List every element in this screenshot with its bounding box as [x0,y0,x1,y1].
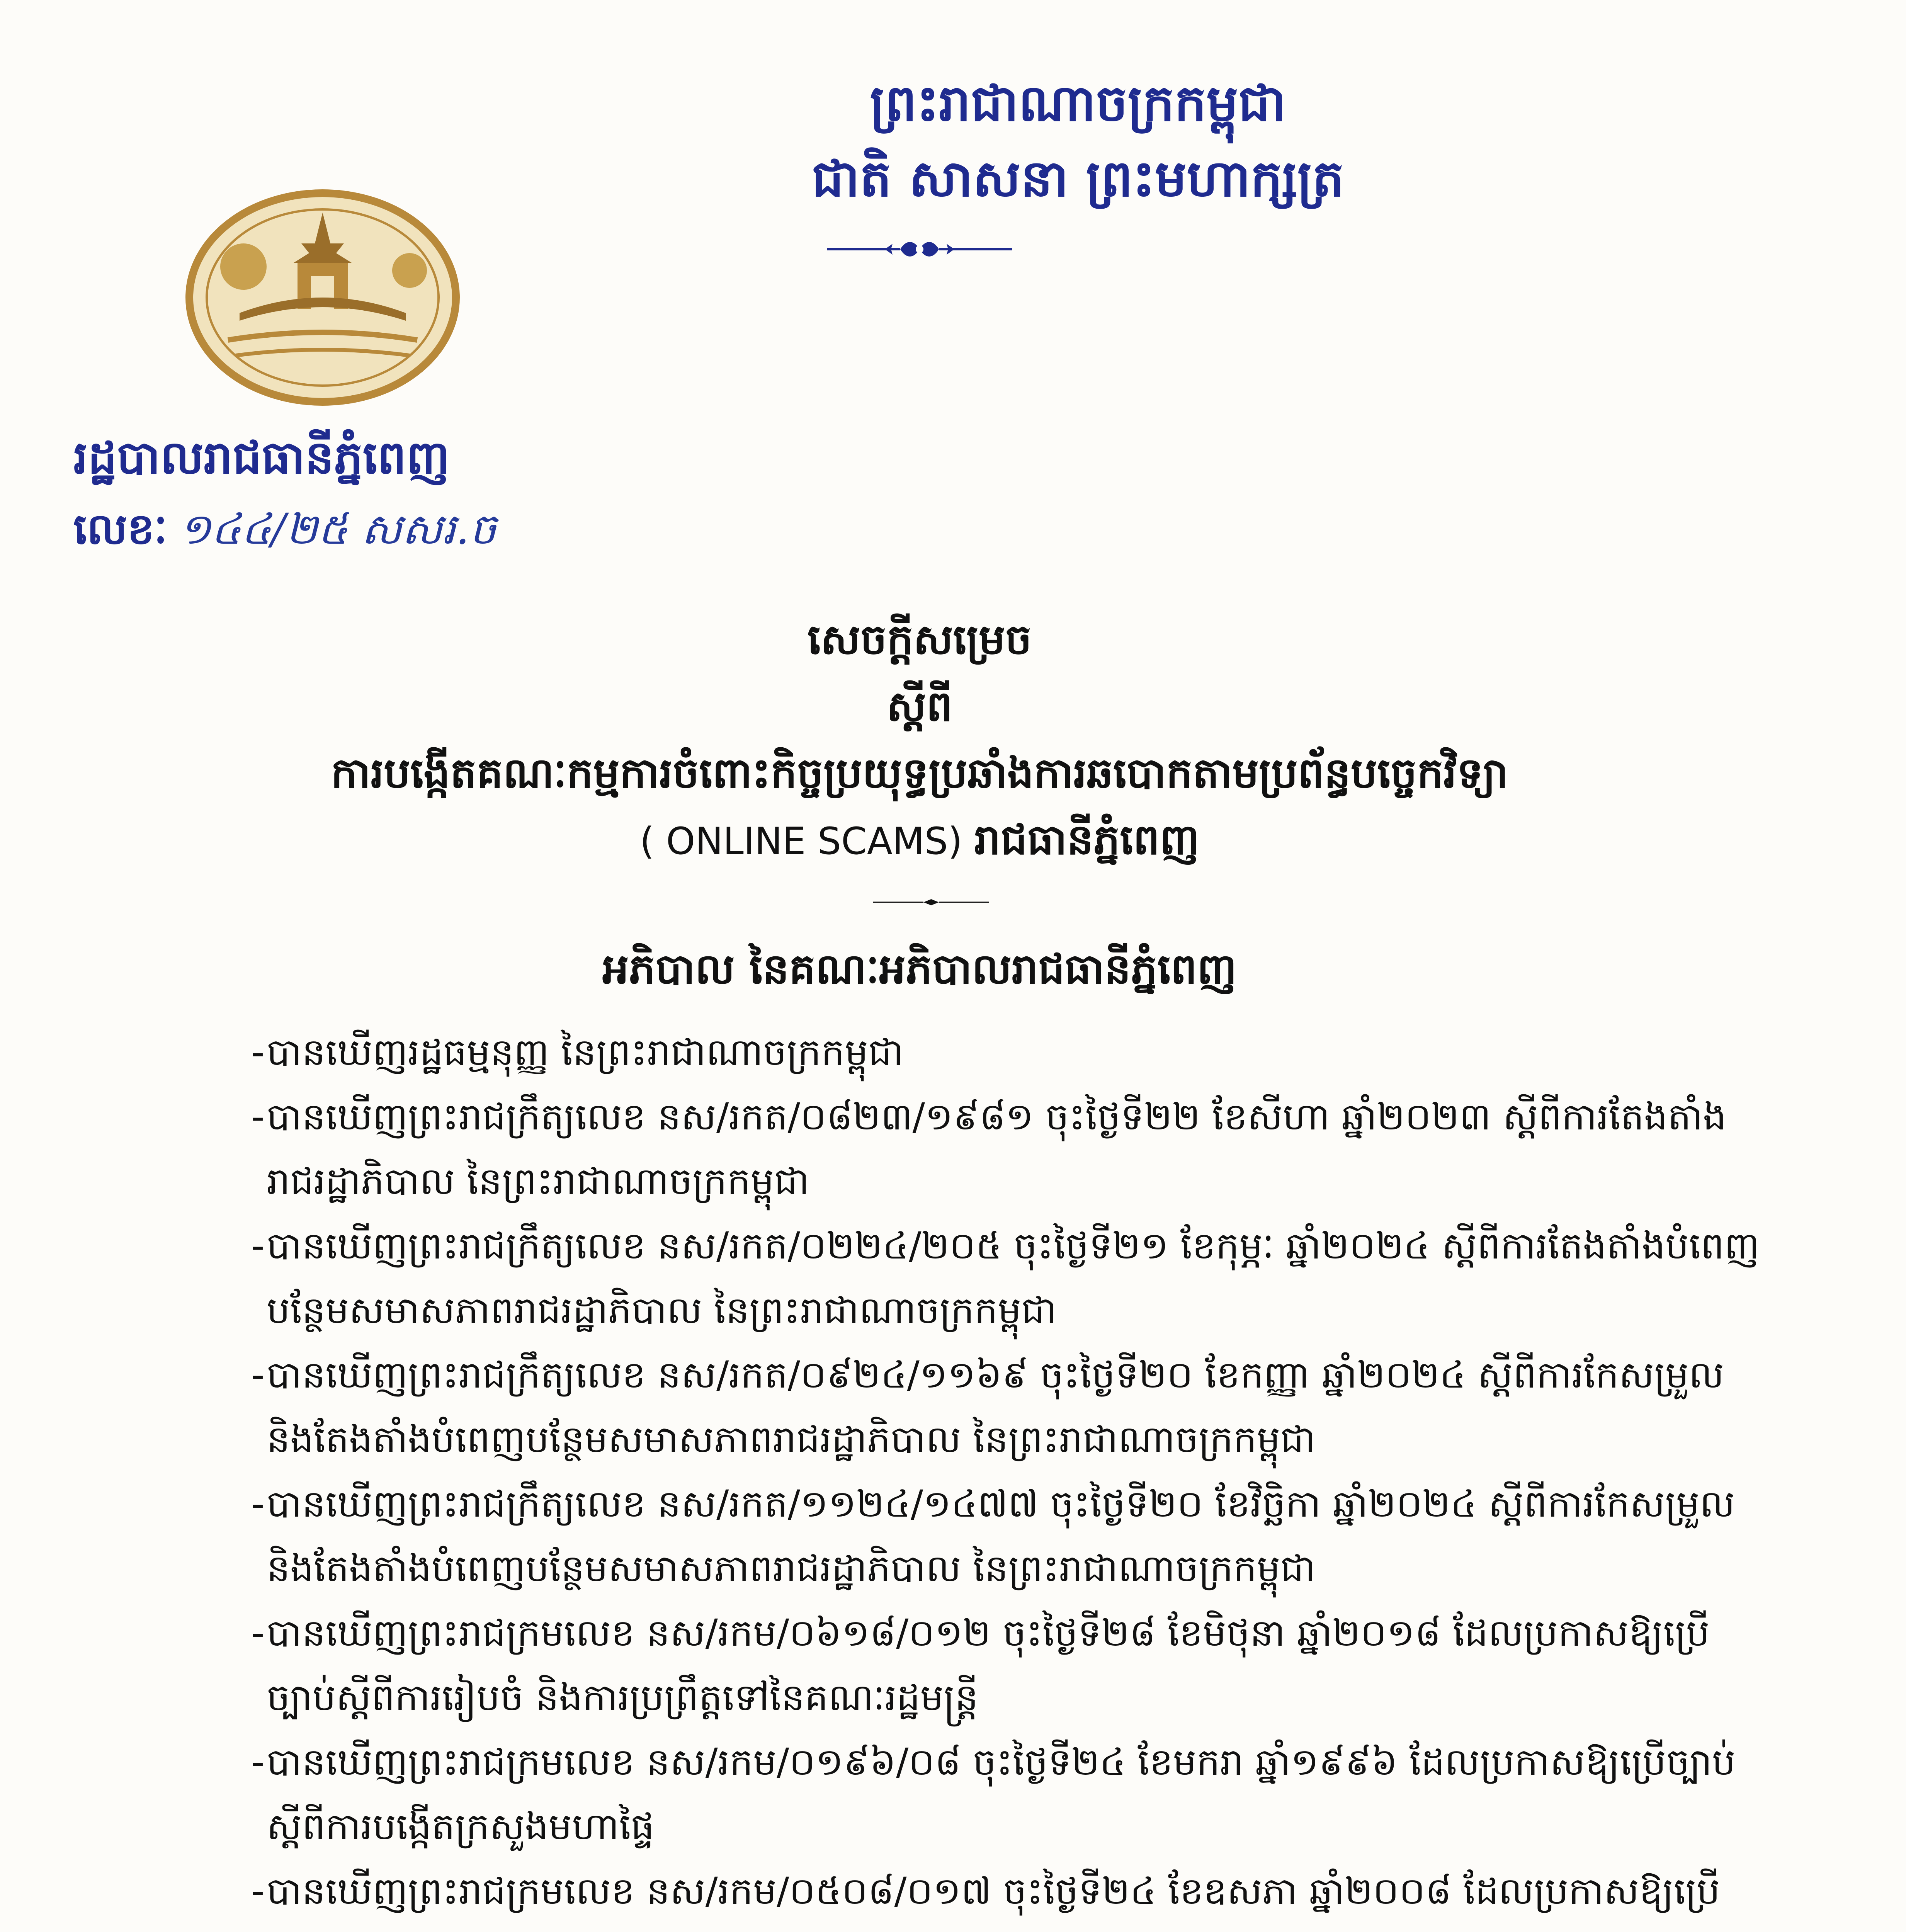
title-decision: សេចក្តីសម្រេច [807,616,1032,664]
title-on: ស្តីពី [886,682,953,731]
decision-title [166,607,1673,874]
governor-heading: អភិបាល នៃគណៈអភិបាលរាជធានីភ្នំពេញ [602,945,1237,993]
reference-item: - បានឃើញព្រះរាជក្រឹត្យលេខ នស/រកត/០៩២៤/១១៦៩ ចុះថ្ងៃទី២០ ខែកញ្ញា ឆ្នាំ២០២៤ ស្តីពីការកែសម្រួល និងតែងតាំងបំពេញបន្ថែមសមាសភាពរាជរដ្ឋាភិបាល នៃព្រះរាជាណាចក្រកម្ពុជា [251,1353,1724,1461]
title-capital: រាជធានីភ្នំពេញ [974,816,1200,864]
title-subject: ការបង្កើតគណៈកម្មការចំពោះកិច្ចប្រយុទ្ធប្រឆាំងការឆបោកតាមប្រព័ន្ធបច្ចេកវិទ្យា [331,749,1508,798]
document-number-value: ១៤៤/២៥ សសរ.ច [179,504,496,554]
reference-item: - បានឃើញព្រះរាជក្រមលេខ នស/រកម/០៦១៨/០១២ ចុះថ្ងៃទី២៨ ខែមិថុនា ឆ្នាំ២០១៨ ដែលប្រកាសឱ្យប្រើច្បាប់ស្តីពីការរៀបចំ និងការប្រព្រឹត្តទៅនៃគណៈរដ្ឋមន្ត្រី [251,1611,1710,1719]
royal-header [580,66,1576,216]
reference-item: - បានឃើញព្រះរាជក្រមលេខ នស/រកម/០១៩៦/០៨ ចុះថ្ងៃទី២៤ ខែមករា ឆ្នាំ១៩៩៦ ដែលប្រកាសឱ្យប្រើច្បាប់ស្តីពីការបង្កើតក្រសួងមហាផ្ទៃ [251,1740,1736,1848]
ornament-divider-icon [823,232,1016,267]
kingdom-name: ព្រះរាជាណាចក្រកម្ពុជា [870,74,1286,133]
reference-item: - បានឃើញព្រះរាជក្រមលេខ នស/រកម/០៥០៨/០១៧ ចុះថ្ងៃទី២៤ ខែឧសភា ឆ្នាំ២០០៨ ដែលប្រកាសឱ្យប្រើ [251,1869,1720,1913]
title-divider-icon [873,898,989,906]
national-motto: ជាតិ សាសនា ព្រះមហាក្សត្រ [812,149,1344,208]
phnom-penh-seal-icon [182,185,464,410]
document-number-label: លេខៈ [73,504,168,554]
reference-item: - បានឃើញព្រះរាជក្រឹត្យលេខ នស/រកត/០៨២៣/១៩៨១ ចុះថ្ងៃទី២២ ខែសីហា ឆ្នាំ២០២៣ ស្តីពីការតែងតាំងរាជរដ្ឋាភិបាល នៃព្រះរាជាណាចក្រកម្ពុជា [251,1095,1727,1203]
issuer-name: រដ្ឋបាលរាជធានីភ្នំពេញ [73,431,450,484]
reference-item: - បានឃើញព្រះរាជក្រឹត្យលេខ នស/រកត/១១២៤/១៤៧៧ ចុះថ្ងៃទី២០ ខែវិច្ឆិកា ឆ្នាំ២០២៤ ស្តីពីការកែសម្រួល និងតែងតាំងបំពេញបន្ថែមសមាសភាពរាជរដ្ឋាភិបាល នៃព្រះរាជាណាចក្រកម្ពុជា [251,1482,1735,1590]
reference-item: - បានឃើញព្រះរាជក្រឹត្យលេខ នស/រកត/០២២៤/២០៥ ចុះថ្ងៃទី២១ ខែកុម្ភៈ ឆ្នាំ២០២៤ ស្តីពីការតែងតាំងបំពេញបន្ថែមសមាសភាពរាជរដ្ឋាភិបាល នៃព្រះរាជាណាចក្រកម្ពុជា [251,1224,1760,1332]
legal-references [251,1020,1773,1932]
document-number [73,502,614,565]
reference-item: - បានឃើញរដ្ឋធម្មនុញ្ញ នៃព្រះរាជាណាចក្រកម្ពុជា [251,1031,904,1074]
title-online-scams [166,807,1673,874]
title-online-scams-en: ( ONLINE SCAMS) [639,820,962,863]
